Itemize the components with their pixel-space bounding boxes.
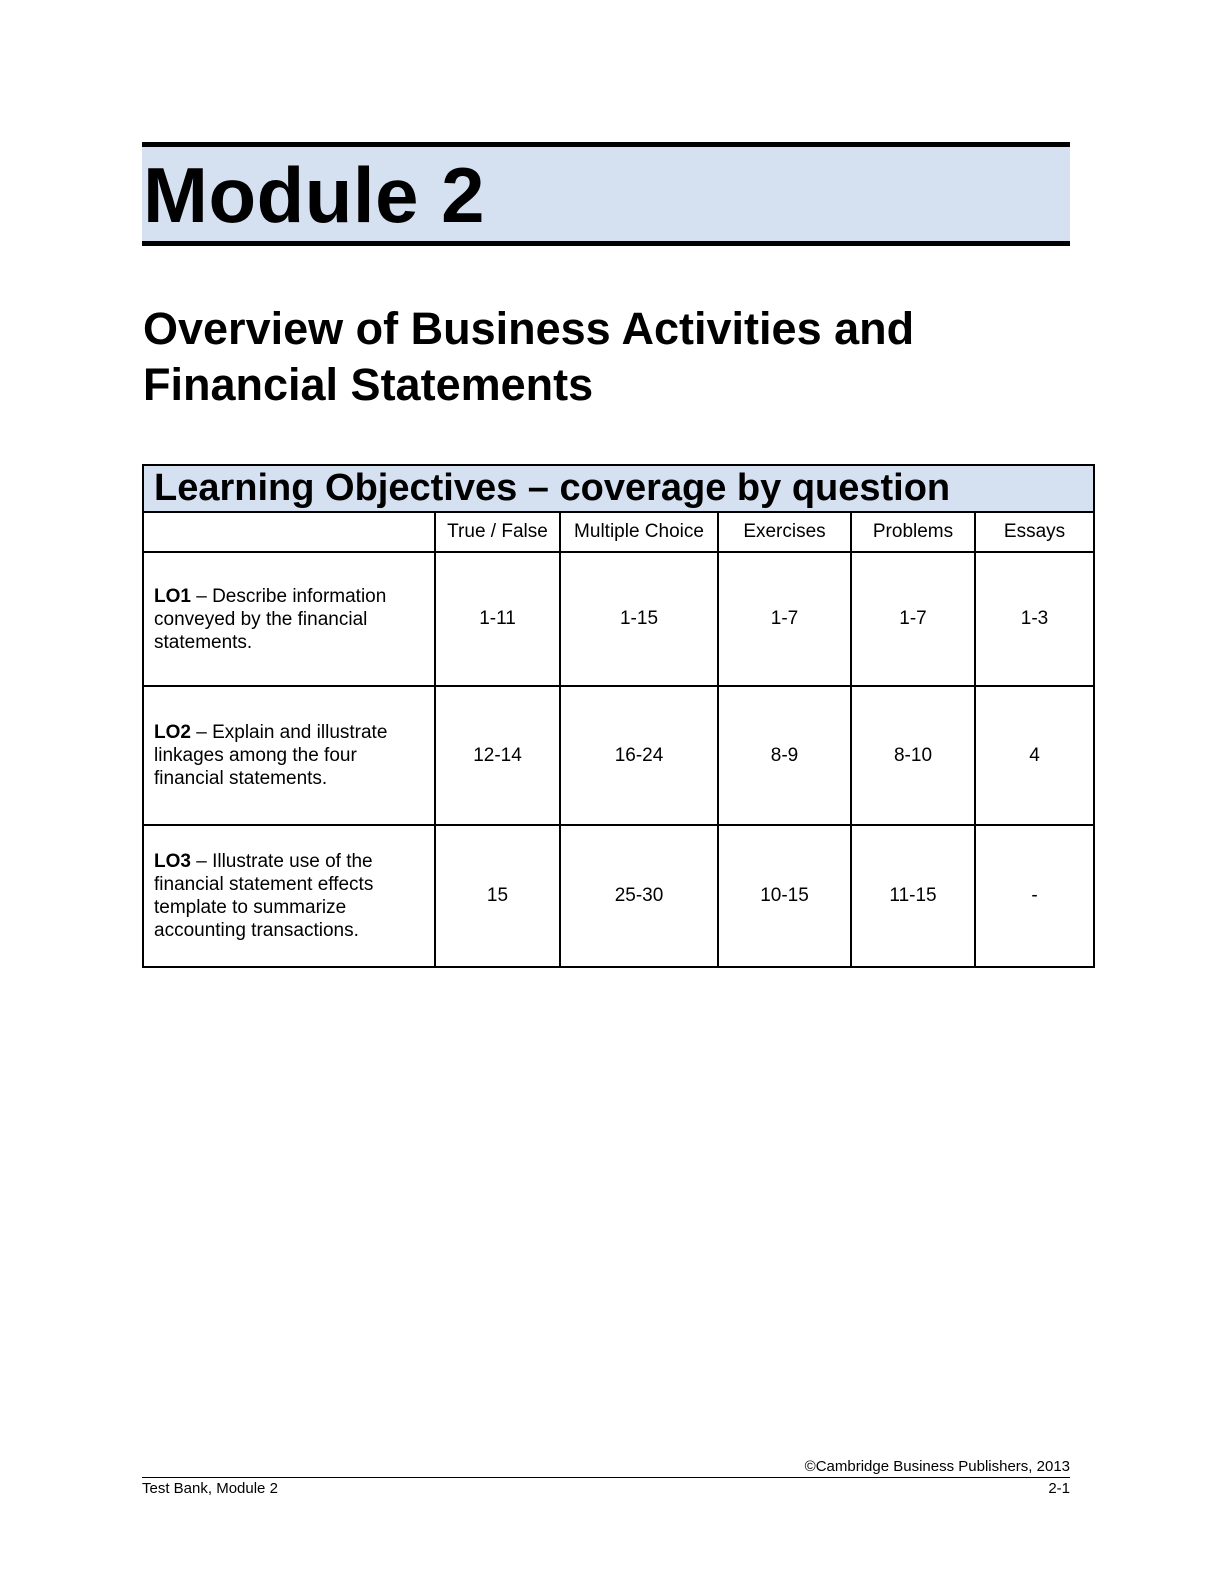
subtitle-line-2: Financial Statements	[143, 359, 594, 410]
column-header-essays: Essays	[975, 512, 1094, 552]
table-caption: Learning Objectives – coverage by question	[143, 465, 1094, 512]
footer-divider	[142, 1477, 1070, 1478]
true-false-value: 12-14	[435, 686, 560, 825]
essays-value: 1-3	[975, 552, 1094, 686]
multiple-choice-value: 16-24	[560, 686, 718, 825]
multiple-choice-value: 25-30	[560, 825, 718, 967]
footer-document-title: Test Bank, Module 2	[142, 1480, 278, 1497]
essays-value: -	[975, 825, 1094, 967]
column-header-true-false: True / False	[435, 512, 560, 552]
exercises-value: 10-15	[718, 825, 851, 967]
module-title-band	[142, 142, 1070, 246]
essays-value: 4	[975, 686, 1094, 825]
problems-value: 8-10	[851, 686, 975, 825]
table-row	[143, 686, 1094, 825]
learning-objective-description: – Describe information conveyed by the financial statements.	[154, 585, 387, 653]
exercises-value: 1-7	[718, 552, 851, 686]
module-title: Module 2	[143, 151, 486, 239]
footer-page-number: 2-1	[1048, 1480, 1070, 1497]
column-header-problems: Problems	[851, 512, 975, 552]
learning-objective-description: – Explain and illustrate linkages among the four financial statements.	[154, 722, 388, 789]
problems-value: 11-15	[851, 825, 975, 967]
table-caption-row	[143, 465, 1094, 512]
table-header-row	[143, 512, 1094, 552]
learning-objective-cell	[143, 825, 435, 967]
true-false-value: 15	[435, 825, 560, 967]
subtitle-line-1: Overview of Business Activities and	[143, 303, 915, 354]
footer-copyright: ©Cambridge Business Publishers, 2013	[804, 1458, 1070, 1475]
exercises-value: 8-9	[718, 686, 851, 825]
true-false-value: 1-11	[435, 552, 560, 686]
learning-objective-description: – Illustrate use of the financial statement effects template to summarize accounting transactions.	[154, 851, 374, 941]
column-header-multiple-choice: Multiple Choice	[560, 512, 718, 552]
document-subtitle	[143, 301, 1043, 413]
table-row	[143, 552, 1094, 686]
problems-value: 1-7	[851, 552, 975, 686]
column-header-blank	[143, 512, 435, 552]
learning-objectives-table	[142, 464, 1095, 968]
learning-objective-code: LO1	[154, 585, 191, 607]
learning-objective-code: LO3	[154, 851, 191, 872]
learning-objective-cell	[143, 686, 435, 825]
learning-objective-code: LO2	[154, 722, 191, 743]
column-header-exercises: Exercises	[718, 512, 851, 552]
learning-objective-cell	[143, 552, 435, 686]
table-row	[143, 825, 1094, 967]
multiple-choice-value: 1-15	[560, 552, 718, 686]
